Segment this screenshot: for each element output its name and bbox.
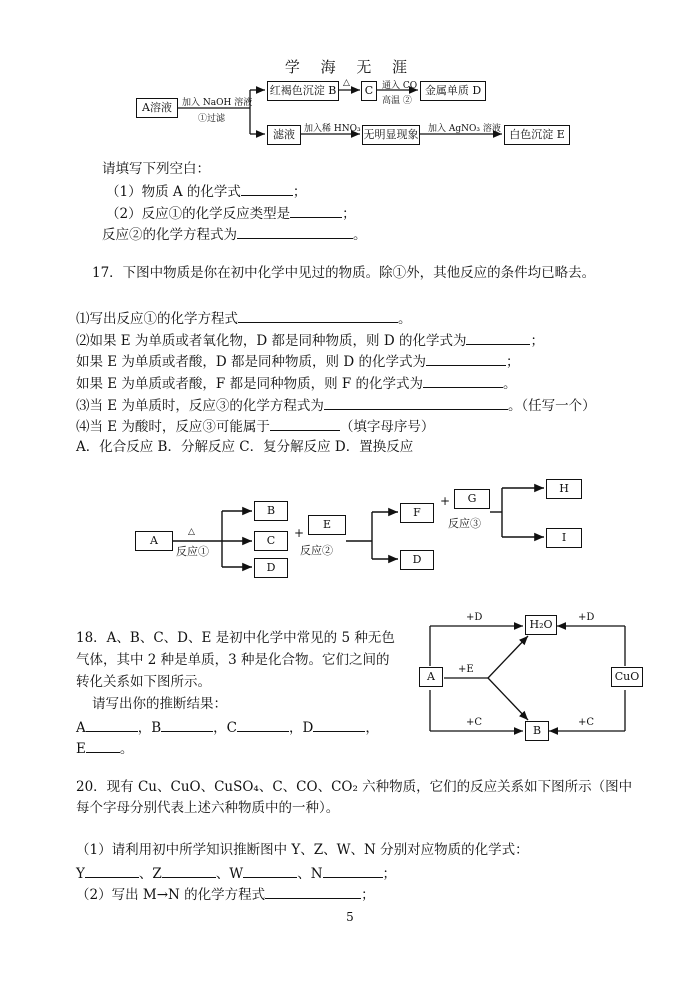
- q17-node-C: C: [254, 531, 288, 551]
- q17-node-E: E: [308, 515, 346, 535]
- q17-line6-text: ⑷当 E 为酸时，反应③可能属于: [76, 419, 270, 435]
- cond-filter: ①过滤: [198, 114, 226, 124]
- q20-line5: [76, 884, 375, 904]
- q18-node-A: A: [419, 667, 443, 687]
- q17-label-r1: 反应①: [176, 545, 209, 558]
- answer-blank-q20-y[interactable]: [85, 863, 139, 878]
- q17-plus-2: +: [440, 494, 451, 508]
- q17-line4-text: 如果 E 为单质或者酸，F 都是同种物质，则 F 的化学式为: [76, 376, 424, 392]
- answer-blank-q20-n[interactable]: [323, 863, 383, 878]
- node-B-precipitate: 红褐色沉淀 B: [267, 81, 339, 101]
- node-A-solution: A溶液: [136, 98, 178, 118]
- q17-line2-text: ⑵如果 E 为单质或者氧化物，D 都是同种物质，则 D 的化学式为: [76, 333, 467, 349]
- q17-label-r2: 反应②: [300, 544, 333, 557]
- cond-co: 通入 CO: [382, 81, 418, 91]
- page-header: 学 海 无 涯: [284, 58, 416, 76]
- q18-line2: 气体，其中 2 种是单质，3 种是化合物。它们之间的: [76, 652, 390, 668]
- q17-node-I: I: [546, 528, 582, 548]
- q17-line1-end: 。: [398, 311, 412, 327]
- q20-label-y: Y: [76, 866, 85, 882]
- cond-hno3: 加入稀 HNO₃: [304, 124, 361, 134]
- node-C: C: [361, 81, 377, 101]
- q17-line3-end: ；: [505, 354, 520, 370]
- q20-answers: [76, 863, 396, 883]
- q18-label-c: ，C: [213, 720, 238, 736]
- page-number: 5: [346, 910, 354, 924]
- q17-line6-end: （填字母序号）: [339, 419, 435, 435]
- q18-label-b: ，B: [137, 720, 162, 736]
- q17-title: 17．下图中物质是你在初中化学中见过的物质。除①外，其他反应的条件均已略去。: [92, 265, 596, 281]
- q20-label-z: 、Z: [138, 866, 162, 882]
- q20-line3: （1）请利用初中所学知识推断图中 Y、Z、W、N 分别对应物质的化学式：: [76, 842, 529, 858]
- q17-options: A．化合反应 B．分解反应 C．复分解反应 D．置换反应: [76, 439, 414, 455]
- q16-intro: 请填写下列空白：: [102, 161, 210, 177]
- node-D-metal: 金属单质 D: [420, 81, 486, 101]
- q17-node-F: F: [400, 503, 434, 523]
- q18-plus-e: +E: [458, 664, 474, 675]
- q20-line5-end: ；: [361, 887, 375, 903]
- q20-label-n: 、N: [297, 866, 323, 882]
- q16-part2-text: （2）反应①的化学反应类型是: [106, 206, 291, 222]
- q18-node-CuO: CuO: [611, 667, 643, 687]
- q17-line3-text: 如果 E 为单质或者酸，D 都是同种物质，则 D 的化学式为: [76, 354, 426, 370]
- q20-answers-end: ；: [382, 866, 397, 882]
- q18-label-e: E: [76, 741, 86, 757]
- q17-node-A: A: [135, 531, 173, 551]
- node-no-change: 无明显现象: [362, 125, 420, 145]
- q17-line4-end: 。: [503, 376, 517, 392]
- q17-node-D1: D: [254, 558, 288, 578]
- answer-blank-q20-mn[interactable]: [265, 884, 361, 899]
- q18-plus-d-right: +D: [578, 612, 595, 623]
- q16-part3-end: 。: [353, 227, 367, 243]
- q20-line1: 20．现有 Cu、CuO、CuSO₄、C、CO、CO₂ 六种物质，它们的反应关系如下图所示（图中: [76, 779, 633, 795]
- answer-blank-q20-w[interactable]: [243, 863, 297, 878]
- q18-line1: 18．A、B、C、D、E 是初中化学中常见的 5 种无色: [76, 630, 395, 646]
- cond-naoh: 加入 NaOH 溶液: [182, 98, 253, 108]
- q16-part1-text: （1）物质 A 的化学式: [106, 184, 241, 200]
- node-E-white: 白色沉淀 E: [504, 125, 570, 145]
- cond-agno3: 加入 AgNO₃ 溶液: [428, 124, 501, 134]
- delta-sign: △: [343, 78, 350, 88]
- q17-line5-end: 。（任写一个）: [507, 398, 596, 414]
- q16-part1-end: ；: [292, 184, 307, 200]
- q16-part3-text: 反应②的化学方程式为: [102, 227, 237, 243]
- q18-node-B: B: [525, 721, 549, 741]
- q17-line1-text: ⑴写出反应①的化学方程式: [76, 311, 238, 327]
- q17-plus-1: +: [294, 526, 305, 540]
- cond-hightemp: 高温 ②: [382, 96, 412, 106]
- q16-part2-end: ；: [342, 206, 356, 222]
- q17-node-G: G: [454, 489, 490, 509]
- q18-line4: 请写出你的推断结果：: [92, 696, 227, 712]
- q18-plus-c-left: +C: [466, 717, 483, 728]
- q18-end: 。: [119, 741, 134, 757]
- q18-label-a: A: [76, 720, 86, 736]
- q20-line2: 每个字母分别代表上述六种物质中的一种）。: [76, 800, 340, 816]
- q17-node-D2: D: [400, 550, 434, 570]
- q17-delta: △: [188, 527, 195, 537]
- q17-node-H: H: [546, 479, 582, 499]
- q20-label-w: 、W: [215, 866, 244, 882]
- q18-plus-d-left: +D: [466, 612, 483, 623]
- q17-node-B: B: [254, 501, 288, 521]
- q17-line2-end: ；: [530, 333, 544, 349]
- q18-line3: 转化关系如下图所示。: [76, 674, 211, 690]
- node-filtrate: 滤液: [267, 125, 301, 145]
- q17-label-r3: 反应③: [448, 517, 481, 530]
- q18-node-H2O: H₂O: [525, 615, 557, 635]
- q18-plus-c-right: +C: [578, 717, 595, 728]
- q18-label-d: ，D: [289, 720, 314, 736]
- answer-blank-q20-z[interactable]: [162, 863, 216, 878]
- q18-label-sep: ，: [365, 720, 379, 736]
- q17-line5-text: ⑶当 E 为单质时，反应③的化学方程式为: [76, 398, 324, 414]
- q20-line5-text: （2）写出 M→N 的化学方程式: [76, 887, 266, 903]
